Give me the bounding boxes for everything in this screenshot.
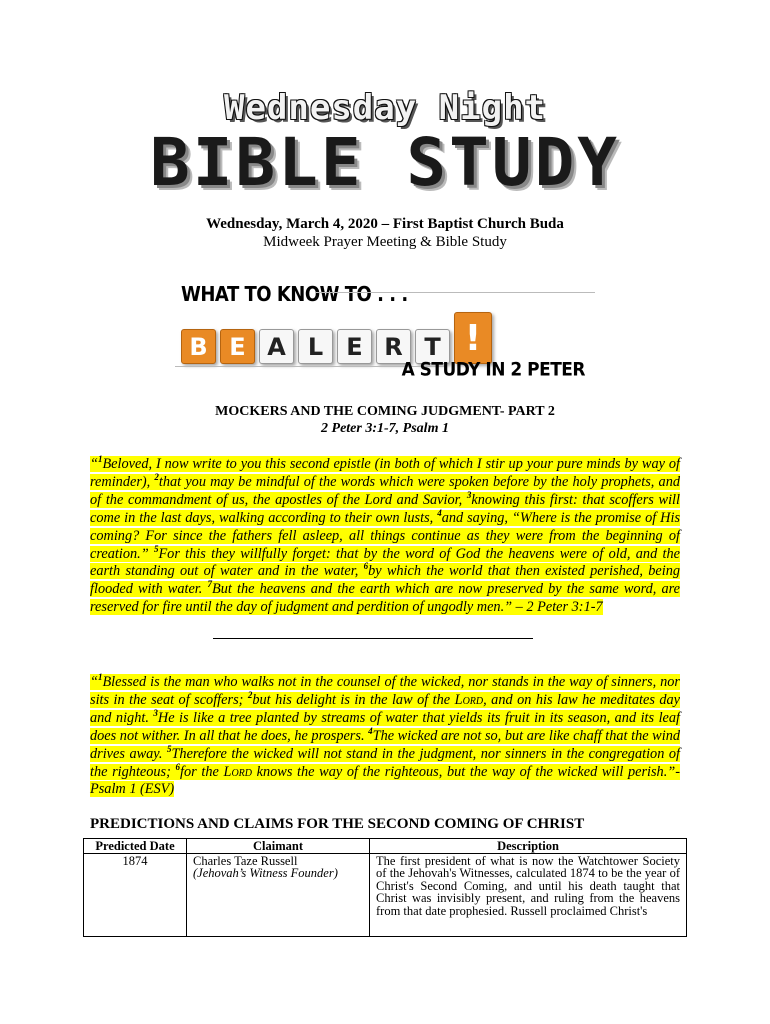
subtitle: Midweek Prayer Meeting & Bible Study: [263, 234, 507, 250]
verse-text-smallcaps: ord: [462, 691, 484, 708]
verse-text: knowing this first: that scoffers will come in the last days, walking according to their own lusts,: [90, 491, 681, 526]
claimant-cell: [187, 854, 370, 937]
table-header-row: [84, 839, 687, 854]
series-title: Wednesday Night: [223, 88, 547, 128]
section-reference: 2 Peter 3:1-7, Psalm 1: [321, 421, 449, 436]
main-title: BIBLE STUDY: [149, 124, 621, 201]
verse-number: 3: [153, 708, 158, 719]
open-quote: “: [90, 674, 98, 690]
verse-number: 5: [166, 743, 172, 754]
verse-text: The wicked are not so, but are like chaff that the wind drives away.: [90, 727, 680, 762]
claimant-note: (Jehovah’s Witness Founder): [193, 866, 338, 881]
verse-text: for the L: [180, 763, 232, 780]
verse-text: and saying, “Where is the promise of His coming? For since the fathers fell asleep, all things continue as they were from the beginning of creation.”: [90, 509, 681, 562]
letter-block: T: [415, 329, 450, 364]
graphic-top-line: [315, 292, 595, 293]
verse-text: Therefore the wicked will not stand in the judgment, nor sinners in the congregation of the righteous;: [90, 745, 680, 780]
description-text: The first president of what is now the Watchtower Society of the Jehovah's Witnesses, calculated 1874 to be the year of Christ's Second Coming, and until his death taught that Christ was invisibly present, and ruling from the heavens from that date prophesied. Russell proclaimed Christ's: [376, 855, 680, 918]
study-line: A STUDY IN 2 PETER: [401, 359, 585, 381]
letter-block: R: [376, 329, 411, 364]
verse-number: 1: [97, 672, 103, 683]
column-header: Claimant: [187, 839, 370, 854]
verse-number: 2: [247, 690, 253, 701]
open-quote: “: [90, 456, 98, 472]
verse-text: but his delight is in the law of the L: [252, 691, 463, 708]
predicted-date-cell: 1874: [84, 854, 187, 937]
verse-text: by which the world that then existed perished, being flooded with water.: [90, 563, 680, 598]
scripture-passage-psalm-1: [90, 674, 680, 799]
letter-block: A: [259, 329, 294, 364]
verse-text: Blessed is the man who walks not in the counsel of the wicked, nor stands in the way of sinners, nor sits in the seat of scoffers;: [90, 674, 680, 708]
predictions-heading: PREDICTIONS AND CLAIMS FOR THE SECOND COMING OF CHRIST: [90, 816, 585, 832]
verse-number: 5: [153, 543, 159, 554]
verse-number: 7: [207, 579, 212, 590]
verse-number: 6: [363, 561, 369, 572]
verse-number: 6: [175, 761, 181, 772]
description-cell: [370, 854, 687, 937]
verse-text: Beloved, I now write to you this second epistle (in both of which I stir up your pure minds by way of reminder),: [90, 456, 680, 490]
letter-block: B: [181, 329, 216, 364]
predictions-table: [83, 838, 687, 937]
letter-block: L: [298, 329, 333, 364]
verse-text: knows the way of the righteous, but the way of the wicked will perish.”-Psalm 1 (ESV): [90, 763, 680, 798]
letter-block: E: [220, 329, 255, 364]
verse-number: 4: [368, 725, 373, 736]
verse-text: that you may be mindful of the words which were spoken before by the holy prophets, and of the commandment of us, the apostles of the Lord and Savior,: [90, 473, 680, 508]
table-row: [84, 854, 687, 937]
verse-text: But the heavens and the earth which are now preserved by the same word, are reserved for fire until the day of judgment and perdition of ungodly men.” – 2 Peter 3:1-7: [90, 581, 681, 616]
letter-block: E: [337, 329, 372, 364]
verse-text: He is like a tree planted by streams of water that yields its fruit in its season, and its leaf does not wither. In all that he does, he prospers.: [90, 709, 681, 744]
scripture-passage-2-peter: [90, 456, 680, 617]
verse-text: , and on his law he meditates day and night.: [90, 691, 680, 726]
claimant-name: Charles Taze Russell: [193, 854, 298, 868]
verse-number: 2: [154, 472, 159, 483]
column-header: Description: [370, 839, 687, 854]
verse-number: 4: [437, 507, 442, 518]
letter-blocks: [181, 310, 496, 364]
be-alert-graphic: [175, 280, 595, 385]
divider-line: [213, 638, 533, 639]
section-title: MOCKERS AND THE COMING JUDGMENT- PART 2: [215, 404, 555, 419]
letter-block: !: [454, 312, 492, 364]
date-line: Wednesday, March 4, 2020 – First Baptist Church Buda: [206, 216, 564, 232]
verse-text-smallcaps: ord: [231, 763, 253, 780]
what-to-know-label: WHAT TO KNOW TO . . .: [181, 282, 408, 307]
verse-number: 3: [466, 490, 472, 501]
column-header: Predicted Date: [84, 839, 187, 854]
verse-text: For this they willfully forget: that by the word of God the heavens were of old, and the earth standing out of water and in the water,: [90, 545, 680, 580]
verse-number: 1: [97, 454, 103, 465]
